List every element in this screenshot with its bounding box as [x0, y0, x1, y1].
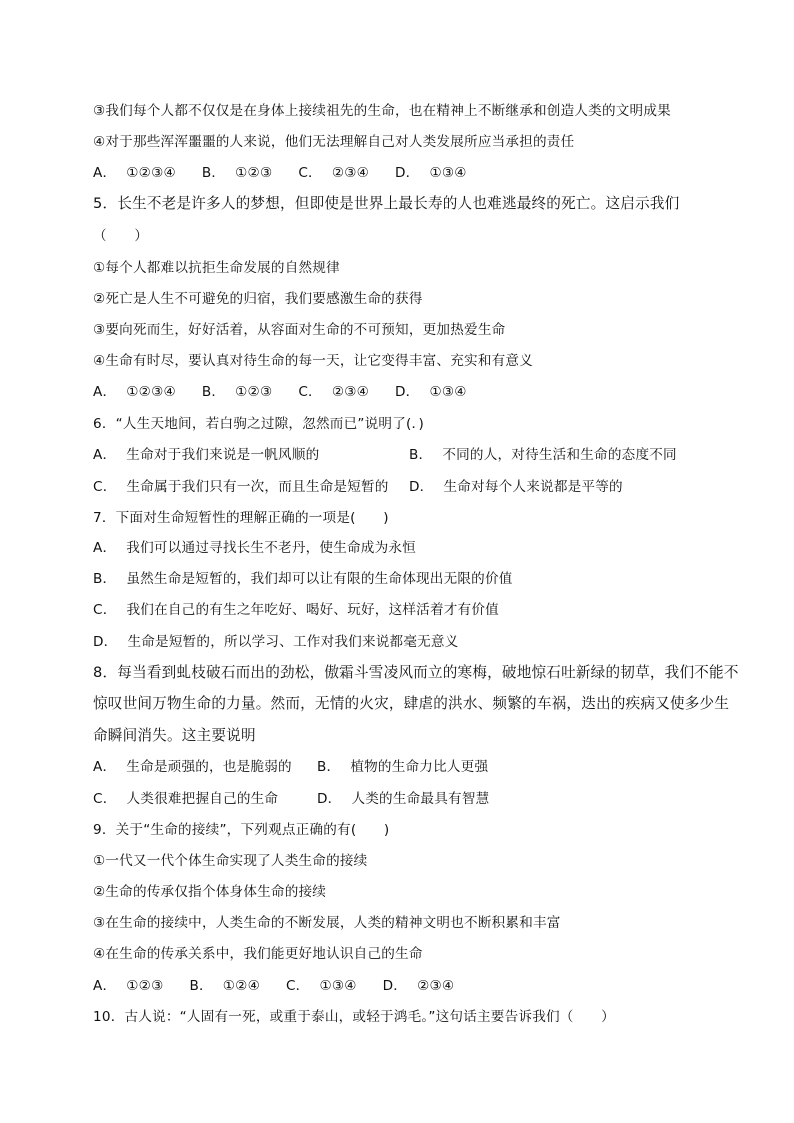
statement-3: ③在生命的接续中，人类生命的不断发展，人类的精神文明也不断积累和丰富 — [93, 915, 561, 931]
question-8-stem-line-2: 惊叹世间万物生命的力量。然而，无情的火灾，肆虐的洪水、频繁的车祸，迭出的疾病又使多少生 — [93, 695, 730, 712]
question-8-stem-line-1: 8．每当看到虬枝破石而出的劲松，傲霜斗雪凌风而立的寒梅，破地惊石吐新绿的韧草，我们不能不 — [93, 664, 739, 681]
statement-1: ①一代又一代个体生命实现了人类生命的接续 — [93, 853, 368, 869]
option-d[interactable]: D． 人类的生命最具有智慧 — [317, 791, 490, 807]
option-b[interactable]: B． 不同的人，对待生活和生命的态度不同 — [409, 447, 677, 463]
option-d[interactable]: D． ②③④ — [382, 978, 455, 994]
q5-options — [93, 382, 493, 402]
statement-3: ③要向死而生，好好活着，从容面对生命的不可预知，更加热爱生命 — [93, 322, 506, 338]
statement-2: ②死亡是人生不可避免的归宿，我们要感激生命的获得 — [93, 291, 423, 307]
q6-options-row-1 — [93, 445, 725, 465]
option-d[interactable]: D． 生命对每个人来说都是平等的 — [409, 479, 623, 495]
option-c[interactable]: C． 我们在自己的有生之年吃好、喝好、玩好，这样活着才有价值 — [93, 602, 499, 618]
q8-options-row-2 — [93, 789, 489, 809]
option-a[interactable]: A． 生命是顽强的，也是脆弱的 — [93, 759, 292, 775]
option-b[interactable]: B． 植物的生命力比人更强 — [317, 759, 489, 775]
question-6-stem: 6．“人生天地间，若白驹之过隙，忽然而已”说明了(．) — [93, 416, 425, 432]
question-10-stem: 10．古人说：“人固有一死，或重于泰山，或轻于鸿毛。”这句话主要告诉我们（ ） — [93, 1009, 615, 1025]
statement-4: ④对于那些浑浑噩噩的人来说，他们无法理解自己对人类发展所应当承担的责任 — [93, 134, 575, 150]
option-a[interactable]: A． 生命对于我们来说是一帆风顺的 — [93, 447, 320, 463]
question-7-stem: 7．下面对生命短暂性的理解正确的一项是( ) — [93, 510, 389, 526]
question-8-stem-line-3: 命瞬间消失。这主要说明 — [93, 727, 256, 744]
option-a[interactable]: A． 我们可以通过寻找长生不老丹，使生命成为永恒 — [93, 540, 416, 556]
option-d[interactable]: D． 生命是短暂的，所以学习、工作对我们来说都毫无意义 — [93, 634, 459, 650]
statement-3: ③我们每个人都不仅仅是在身体上接续祖先的生命，也在精神上不断继承和创造人类的文明成果 — [93, 103, 671, 119]
option-c[interactable]: C． 生命属于我们只有一次，而且生命是短暂的 — [93, 479, 389, 495]
option-b[interactable]: B． ①②③ — [201, 165, 273, 181]
option-a[interactable]: A． ①②③④ — [93, 384, 176, 400]
q6-options-row-2 — [93, 477, 725, 497]
option-d[interactable]: D． ①③④ — [395, 165, 467, 181]
option-c[interactable]: C． ①③④ — [285, 978, 357, 994]
option-a[interactable]: A． ①②③④ — [93, 165, 176, 181]
question-5-paren: （ ） — [93, 228, 149, 244]
q4-options — [93, 163, 493, 183]
option-c[interactable]: C． ②③④ — [298, 384, 370, 400]
question-5-stem: 5．长生不老是许多人的梦想，但即使是世界上最长寿的人也难逃最终的死亡。这启示我们 — [93, 195, 680, 212]
option-c[interactable]: C． 人类很难把握自己的生命 — [93, 791, 279, 807]
statement-2: ②生命的传承仅指个体身体生命的接续 — [93, 884, 327, 900]
option-b[interactable]: B． ①②③ — [201, 384, 273, 400]
option-a[interactable]: A． ①②③ — [93, 978, 164, 994]
option-b[interactable]: B． 虽然生命是短暂的，我们却可以让有限的生命体现出无限的价值 — [93, 571, 513, 587]
q8-options-row-1 — [93, 757, 488, 777]
option-c[interactable]: C． ②③④ — [298, 165, 370, 181]
q9-options — [93, 976, 480, 996]
option-b[interactable]: B． ①②④ — [189, 978, 260, 994]
question-9-stem: 9．关于“生命的接续”，下列观点正确的有( ) — [93, 822, 390, 838]
statement-4: ④生命有时尽，要认真对待生命的每一天，让它变得丰富、充实和有意义 — [93, 353, 533, 369]
option-d[interactable]: D． ①③④ — [395, 384, 467, 400]
statement-1: ①每个人都难以抗拒生命发展的自然规律 — [93, 260, 340, 276]
statement-4: ④在生命的传承关系中，我们能更好地认识自己的生命 — [93, 946, 423, 962]
